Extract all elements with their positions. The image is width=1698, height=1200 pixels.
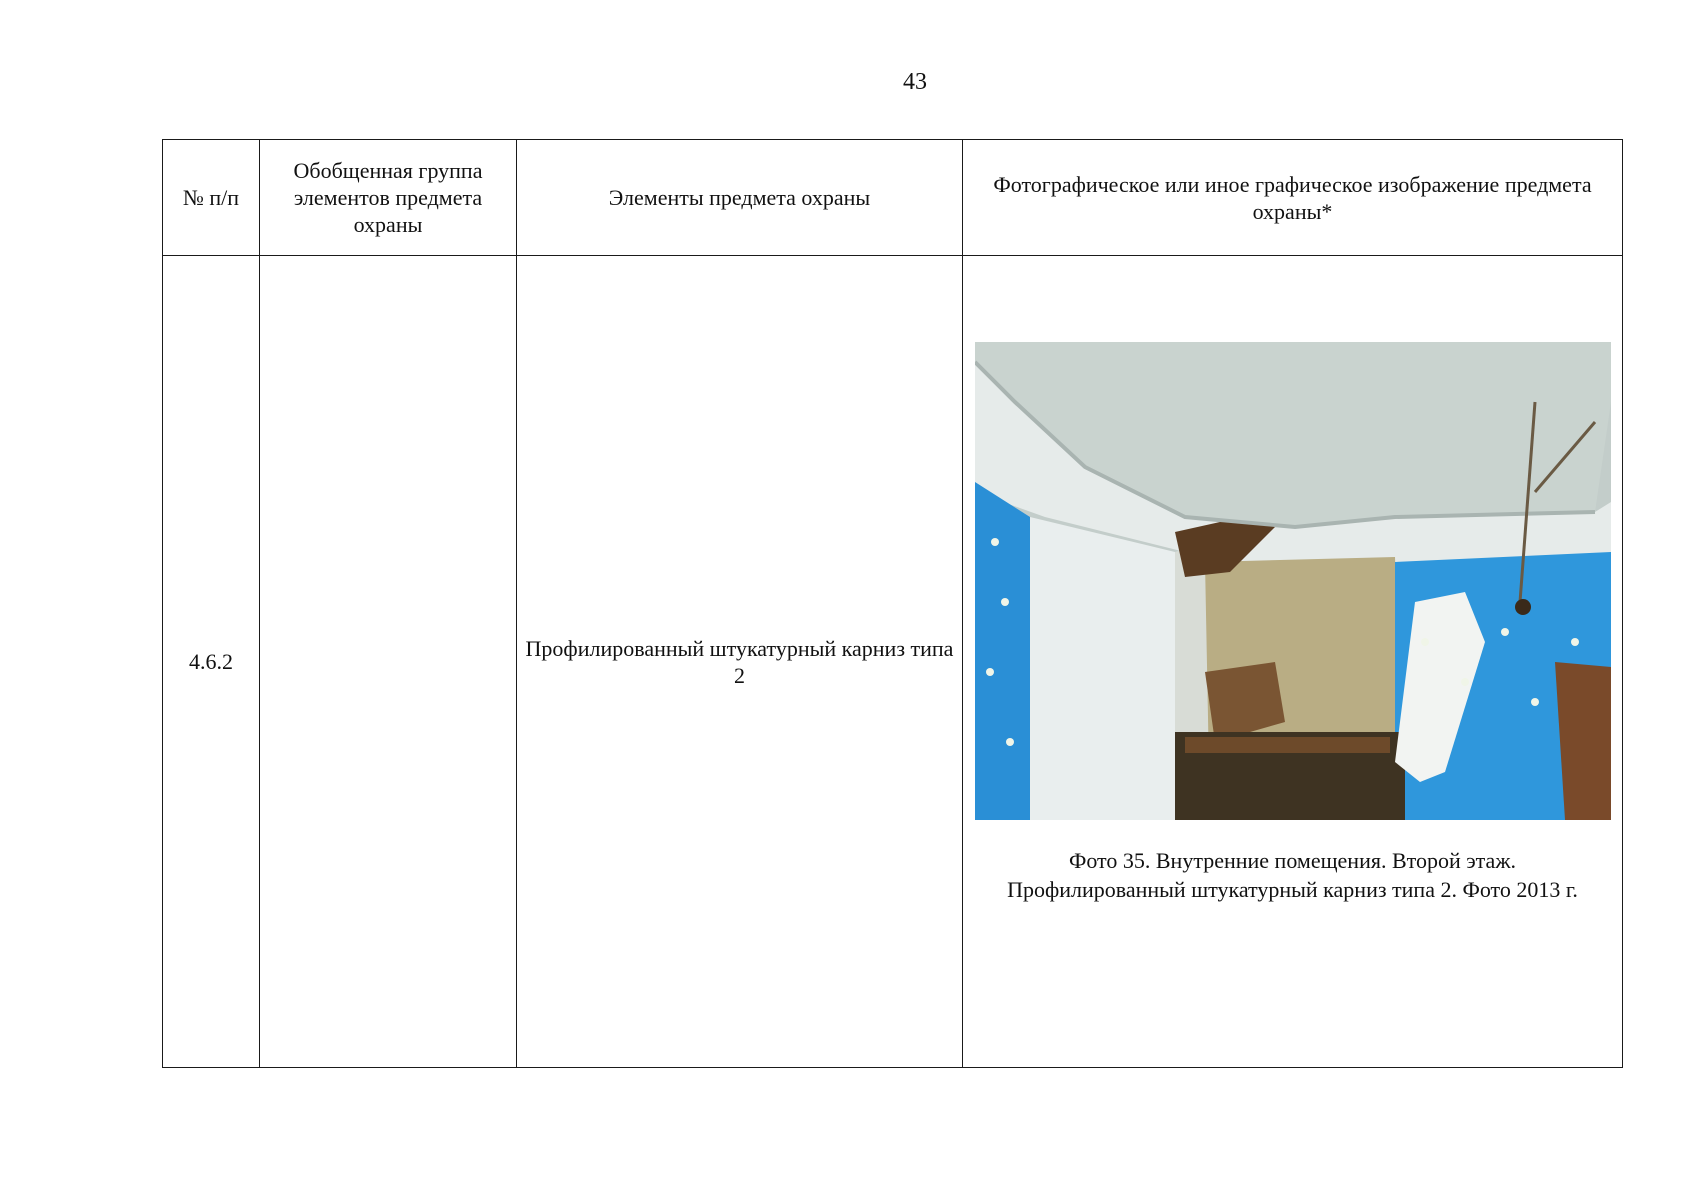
table-header-row bbox=[163, 140, 1623, 256]
row-photo-cell bbox=[963, 256, 1623, 1068]
header-group: Обобщенная группа элементов предмета охраны bbox=[260, 140, 517, 256]
table-row bbox=[163, 256, 1623, 1068]
protection-elements-table bbox=[162, 139, 1623, 1068]
interior-photo bbox=[975, 342, 1611, 820]
photo-caption-line2: Профилированный штукатурный карниз типа 2. Фото 2013 г. bbox=[1007, 877, 1578, 902]
row-element: Профилированный штукатурный карниз типа 2 bbox=[517, 256, 963, 1068]
photo-caption bbox=[963, 846, 1622, 904]
row-number: 4.6.2 bbox=[163, 256, 260, 1068]
header-elements: Элементы предмета охраны bbox=[517, 140, 963, 256]
header-number: № п/п bbox=[163, 140, 260, 256]
page-number: 43 bbox=[903, 69, 927, 95]
interior-photo-image bbox=[975, 342, 1611, 820]
row-group bbox=[260, 256, 517, 1068]
photo-caption-line1: Фото 35. Внутренние помещения. Второй этаж. bbox=[1068, 848, 1517, 873]
header-image: Фотографическое или иное графическое изображение предмета охраны* bbox=[963, 140, 1623, 256]
